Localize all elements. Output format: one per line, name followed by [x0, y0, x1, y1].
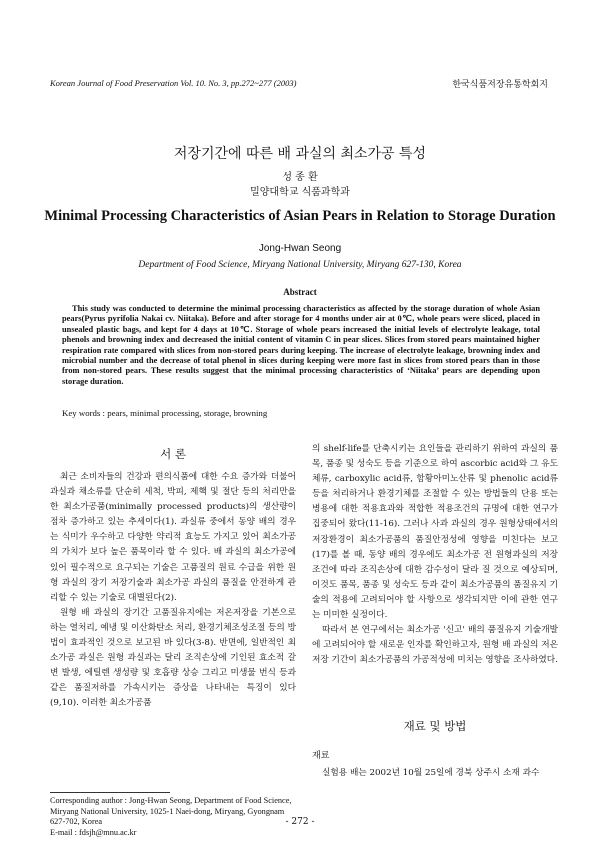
journal-citation: Korean Journal of Food Preservation Vol. 10. No. 3, pp.272~277 (2003)	[50, 78, 297, 88]
materials-text: 실험용 배는 2002년 10월 25일에 경북 상주시 소재 과수	[322, 768, 540, 778]
materials-subheading: 재료	[312, 751, 330, 761]
footnote-author: Corresponding author : Jong-Hwan Seong, Department of Food Science, Miryang National University, 1025-1 Naei-dong, Miryang, Gyongnam 627-702, Korea	[50, 796, 292, 826]
abstract-text: This study was conducted to determine the minimal processing characteristics as affected by the storage duration of whole Asian pears(Pyrus pyrifolia Nakai cv. Niitaka). Before and after storage for 4 months under air at 0℃, whole pears were sliced, placed in unsealed plastic bags, and kept for 4 days at 10℃. Storage of whole pears increased the initial levels of electrolyte leakage, total phenols and browning index and decreased the initial content of vitamin C in pear slices. Slices from stored pears maintained higher respiration rate compared with slices from non-stored pears during keeping. The increase of electrolyte leakage, browning index and microbial number and the decrease of total phenol in slices during keeping were more fast in slices from stored pears than in those from non-stored pears. These results suggest that the minimal processing characteristics of ‘Niitaka’ pears are depending upon storage duration.	[62, 304, 540, 386]
right-paragraph-2: 따라서 본 연구에서는 최소가공 '신고' 배의 품질유지 기술개발에 고려되어야 할 새로운 인자를 확인하고자, 원형 배 과실의 저온저장 기간이 최소가공품의 가공적성에 미치는 영향을 조사하였다.	[312, 625, 558, 666]
right-paragraph-1: 의 shelf-life를 단축시키는 요인들을 관리하기 위하여 과실의 품목, 품종 및 성숙도 등을 기준으로 하여 ascorbic acid와 그 유도체류, carboxylic acid류, 함황아미노산류 및 phenolic acid류 등을 처리하거나 환경기체를 조절할 수 있는 방법들의 단용 또는 병용에 대한 적용효과와 적합한 적용조건의 규명에 대한 연구가 집중되어 왔다(11-16). 그러나 사과 과실의 경우 원형상태에서의 저장환경이 최소가공품의 품질안정성에 영향을 미친다는 보고(17)를 볼 때, 동양 배의 경우에도 최소가공 전 원형과실의 저장조건에 따라 조직손상에 대한 감수성이 달라 질 것으로 예상되며, 이것도 품목, 품종 및 성숙도 등과 같이 최소가공품의 품질유지 기술의 적용에 고려되어야 할 사항으로 생각되지만 이에 관한 연구는 미미한 실정이다.	[312, 444, 558, 621]
abstract-heading: Abstract	[283, 287, 317, 297]
right-column-body	[312, 442, 558, 668]
footnote-email: E-mail : fdsjh@mnu.ac.kr	[50, 827, 137, 837]
english-affiliation: Department of Food Science, Miryang National University, Miryang 627-130, Korea	[138, 260, 462, 270]
intro-paragraph-1: 최근 소비자들의 건강과 편의식품에 대한 수요 증가와 더불어 과실과 채소류를 단순히 세척, 박피, 제핵 및 절단 등의 처리만을 한 최소가공품(minimally processed products)의 생산량이 점차 증가하고 있는 추세이다(1). 과실류 중에서 동양 배의 경우는 식미가 우수하고 다양한 약리적 효능도 가지고 있어 최소가공의 가치가 보다 높은 품목이라 할 수 있다. 배 과실의 최소가공에 있어 필수적으로 요구되는 기술은 고품질의 원료 수급을 위한 원형 과실의 장기 저장기술과 최소가공 과실의 품질을 안전하게 관리할 수 있는 기술로 대별된다(2).	[50, 472, 296, 603]
korean-affiliation: 밀양대학교 식품과학과	[250, 187, 350, 198]
introduction-body	[50, 470, 296, 712]
page-number: - 272 -	[285, 817, 315, 827]
korean-author: 성 종 환	[282, 172, 318, 183]
english-title: Minimal Processing Characteristics of Asian Pears in Relation to Storage Duration	[44, 208, 556, 224]
intro-paragraph-2: 원형 배 과실의 장기간 고품질유지에는 저온저장을 기본으로 하는 열처리, 예냉 및 이산화탄소 처리, 환경기체조성조절 등의 방법이 효과적인 것으로 보고된 바 있다(3-8). 반면에, 일반적인 최소가공 과실은 원형 과실과는 달리 조직손상에 기인된 효소적 갈변 발생, 에틸렌 생성량 및 호흡량 상승 그리고 미생물 번식 등과 같은 품질저하를 가속시키는 증상을 나타내는 특징이 있다(9,10). 이러한 최소가공품	[50, 607, 296, 709]
keywords: Key words : pears, minimal processing, storage, browning	[62, 408, 268, 418]
section-methods-title: 재료 및 방법	[403, 719, 467, 733]
footnote-rule	[50, 792, 170, 793]
section-introduction-title: 서 론	[160, 447, 186, 461]
english-author: Jong-Hwan Seong	[258, 243, 342, 254]
korean-title: 저장기간에 따른 배 과실의 최소가공 특성	[173, 146, 427, 162]
society-name: 한국식품저장유통학회지	[452, 80, 548, 90]
